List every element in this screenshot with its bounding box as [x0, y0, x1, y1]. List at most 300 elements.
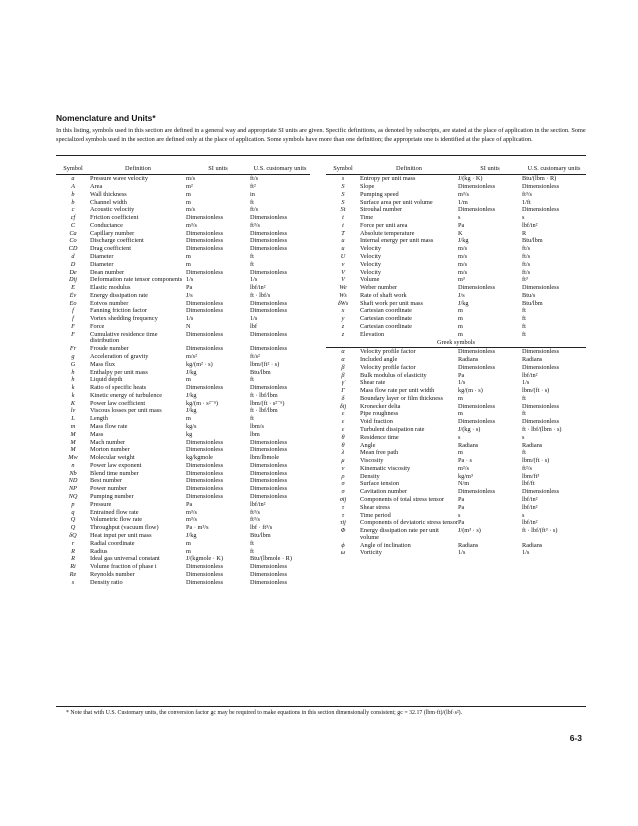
symbol-cell: n [71, 461, 75, 469]
definition-cell: Enthalpy per unit mass [90, 368, 148, 376]
definition-cell: Vorticity [360, 549, 382, 557]
definition-cell: Acceleration of gravity [90, 352, 149, 360]
si-units-cell: J/(kgmole · K) [186, 555, 224, 563]
definition-cell: Cartesian coordinate [360, 307, 412, 315]
symbol-cell: f [72, 307, 74, 315]
si-units-cell: 1/s [186, 276, 194, 284]
table-row [326, 395, 586, 403]
col-header-us-units: U.S. customary units [522, 158, 586, 175]
us-units-cell: Btu/lbm [522, 237, 543, 245]
table-row [56, 300, 310, 308]
definition-cell: Mass [90, 430, 104, 438]
symbol-cell: τ [341, 503, 345, 511]
definition-cell: Channel width [90, 198, 127, 206]
table-body-right [326, 175, 586, 557]
table-row [56, 292, 310, 300]
symbol-cell: F [71, 330, 75, 338]
symbol-cell: E [71, 284, 75, 292]
definition-cell: Bulk modulus of elasticity [360, 371, 427, 379]
si-units-cell: s [458, 511, 461, 519]
intro-paragraph: In this listing, symbols used in this section are defined in a general way and appropriate SI units are given. Specific definitions, as denoted by subscripts, are stated at the place of application in the section. Some specialized symbols used in the section are defined only at the place of application. Some symbols have more than one definition; the appropriate one is identified at the place of application. [56, 127, 586, 143]
table-row [56, 222, 310, 230]
us-units-cell: ft/s [250, 175, 259, 183]
us-units-cell: Btu/(lbm · R) [522, 175, 557, 183]
si-units-cell: s [458, 214, 461, 222]
table-row [56, 276, 310, 284]
symbol-cell: s [341, 175, 345, 183]
us-units-cell: lbf/in² [250, 500, 266, 508]
si-units-cell: m [186, 190, 191, 198]
symbol-cell: Mw [68, 454, 78, 462]
us-units-cell: s [522, 511, 525, 519]
definition-cell: Mean free path [360, 449, 399, 457]
table-row [56, 485, 310, 493]
symbol-cell: ε [341, 410, 345, 418]
definition-cell: Molecular weight [90, 454, 135, 462]
table-row [56, 183, 310, 191]
definition-cell: Pipe roughness [360, 410, 399, 418]
table-row [56, 540, 310, 548]
us-units-cell: Dimensionless [250, 563, 288, 571]
symbol-cell: K [70, 399, 76, 407]
top-rule [56, 155, 586, 156]
symbol-cell: a [71, 175, 75, 183]
us-units-cell: Dimensionless [250, 493, 288, 501]
symbol-cell: h [71, 376, 75, 384]
table-row [56, 214, 310, 222]
nomenclature-tables [56, 158, 586, 706]
table-row [326, 371, 586, 379]
table-row [56, 307, 310, 315]
symbol-cell: z [341, 330, 345, 338]
us-units-cell: Btu/lbm [250, 368, 271, 376]
table-row [56, 508, 310, 516]
si-units-cell: J/kg [186, 368, 197, 376]
table-row [326, 364, 586, 372]
definition-cell: Shear rate [360, 379, 386, 387]
symbol-cell: τij [340, 519, 346, 527]
table-row [56, 578, 310, 586]
us-units-cell: lbm/(ft² · s) [250, 360, 280, 368]
us-units-cell: Dimensionless [250, 307, 288, 315]
table-row [326, 418, 586, 426]
table-row [326, 222, 586, 230]
table-row [56, 361, 310, 369]
us-units-cell: Dimensionless [522, 418, 560, 426]
us-units-cell: Radians [522, 441, 543, 449]
table-row [56, 206, 310, 214]
si-units-cell: kg/(m² · s) [186, 360, 213, 368]
us-units-cell: Dimensionless [250, 345, 288, 353]
symbol-cell: ν [341, 464, 345, 472]
table-row [56, 245, 310, 253]
definition-cell: Volume [360, 276, 380, 284]
table-row [326, 191, 586, 199]
symbol-cell: δWs [337, 299, 349, 307]
si-units-cell: kg/s [186, 423, 197, 430]
symbol-cell: Re [69, 570, 77, 578]
us-units-cell: lbm/ft³ [522, 472, 540, 480]
table-row [326, 331, 586, 339]
us-units-cell: Dimensionless [250, 245, 288, 253]
si-units-cell: m/s [458, 268, 468, 276]
symbol-cell: α [341, 348, 345, 356]
table-row [56, 191, 310, 199]
table-row [326, 307, 586, 315]
si-units-cell: Dimensionless [458, 206, 496, 214]
us-units-cell: 1/ft [522, 198, 531, 206]
table-row [56, 175, 310, 183]
symbol-cell: S [341, 182, 345, 190]
definition-cell: Kinetic energy of turbulence [90, 391, 163, 399]
us-units-cell: Radians [522, 355, 543, 363]
definition-cell: Viscous losses per unit mass [90, 407, 162, 415]
symbol-cell: b [71, 198, 75, 206]
table-row [326, 541, 586, 549]
definition-cell: Capillary number [90, 229, 135, 237]
symbol-cell: Φ [340, 527, 346, 535]
table-row [326, 511, 586, 519]
si-units-cell: m²/s [458, 464, 469, 472]
si-units-cell: 1/s [458, 379, 466, 387]
table-row [56, 524, 310, 532]
definition-cell: Cartesian coordinate [360, 323, 412, 331]
definition-cell: Volume fraction of phase i [90, 563, 157, 571]
si-units-cell: m [186, 260, 191, 268]
si-units-cell: Dimensionless [186, 307, 224, 315]
si-units-cell: m/s [458, 253, 468, 260]
symbol-cell: V [341, 276, 345, 284]
us-units-cell: lbm/(ft · s) [522, 457, 550, 465]
definition-cell: Morton number [90, 446, 130, 454]
si-units-cell: m [186, 415, 191, 423]
si-units-cell: J/kg [186, 531, 197, 539]
si-units-cell: Dimensionless [186, 330, 224, 338]
si-units-cell: Dimensionless [186, 446, 224, 454]
table-row [326, 488, 586, 496]
us-units-cell: ft [250, 198, 254, 206]
symbol-cell: Nb [69, 469, 77, 477]
definition-cell: Power law coefficient [90, 399, 146, 407]
us-units-cell: ft · lbf/(ft³ · s) [522, 527, 558, 535]
definition-cell: Dean number [90, 268, 125, 276]
definition-cell: Blend time number [90, 469, 139, 477]
us-units-cell: Dimensionless [250, 330, 288, 338]
table-row [326, 449, 586, 457]
definition-cell: Weber number [360, 284, 398, 292]
si-units-cell: Dimensionless [186, 485, 224, 493]
symbol-cell: q [71, 508, 75, 516]
si-units-cell: Dimensionless [186, 237, 224, 245]
table-header-row [56, 158, 310, 175]
us-units-cell: lbf [250, 323, 257, 331]
si-units-cell: m [458, 394, 463, 402]
symbol-cell: A [71, 182, 75, 190]
us-units-cell: Dimensionless [250, 268, 288, 276]
si-units-cell: 1/s [186, 315, 194, 323]
si-units-cell: Radians [458, 541, 479, 549]
si-units-cell: Dimensionless [186, 493, 224, 501]
table-row [326, 268, 586, 276]
us-units-cell: 1/s [250, 315, 258, 323]
us-units-cell: Btu/s [522, 291, 536, 299]
us-units-cell: ft/s [250, 206, 259, 214]
symbol-cell: Ri [70, 563, 76, 571]
table-body-left [56, 175, 310, 587]
us-units-cell: ft [250, 415, 254, 423]
si-units-cell: Pa [458, 519, 465, 527]
table-row [326, 292, 586, 300]
us-units-cell: lbf/in² [522, 371, 538, 379]
col-header-symbol: Symbol [56, 158, 90, 175]
si-units-cell: K [458, 229, 463, 237]
table-row [326, 480, 586, 488]
si-units-cell: m/s² [186, 352, 197, 360]
si-units-cell: kg/m³ [458, 472, 473, 480]
definition-cell: Surface tension [360, 480, 399, 488]
table-row [326, 356, 586, 364]
definition-cell: Slope [360, 182, 375, 190]
definition-cell: Elastic modulus [90, 284, 131, 292]
table-row [56, 268, 310, 276]
table-row [326, 237, 586, 245]
table-row [326, 206, 586, 214]
symbol-cell: σij [339, 496, 347, 504]
table-row [56, 376, 310, 384]
us-units-cell: Dimensionless [250, 237, 288, 245]
si-units-cell: Dimensionless [186, 578, 224, 586]
table-row [56, 253, 310, 261]
table-row [56, 315, 310, 323]
us-units-cell: ft [522, 410, 526, 418]
definition-cell: Eotvos number [90, 299, 129, 307]
symbol-cell: cf [70, 214, 76, 222]
definition-cell: Components of deviatoric stress tensor [360, 519, 458, 527]
symbol-cell: Ca [69, 229, 77, 237]
us-units-cell: R [522, 229, 527, 237]
definition-cell: Throughput (vacuum flow) [90, 524, 159, 532]
table-row [56, 555, 310, 563]
definition-cell: Kinematic viscosity [360, 464, 411, 472]
definition-cell: Discharge coefficient [90, 237, 144, 245]
symbol-cell: α [341, 355, 345, 363]
definition-cell: Void fraction [360, 418, 393, 426]
us-units-cell: lbf/ft [522, 480, 535, 488]
definition-cell: Fanning friction factor [90, 307, 148, 315]
symbol-cell: δQ [69, 531, 77, 539]
table-row [326, 253, 586, 261]
definition-cell: Pressure wave velocity [90, 175, 149, 183]
definition-cell: Absolute temperature [360, 229, 415, 237]
symbol-cell: γ̇ [341, 379, 345, 387]
definition-cell: Velocity [360, 253, 381, 260]
us-units-cell: 1/s [522, 549, 530, 557]
si-units-cell: Dimensionless [186, 570, 224, 578]
symbol-cell: δij [339, 402, 347, 410]
si-units-cell: Dimensionless [186, 477, 224, 485]
us-units-cell: ft² [250, 182, 256, 190]
us-units-cell: lbm/s [250, 423, 264, 430]
si-units-cell: m³/s [186, 508, 197, 516]
table-row [56, 323, 310, 331]
definition-cell: Turbulent dissipation rate [360, 426, 425, 433]
symbol-cell: ε [341, 426, 345, 433]
si-units-cell: m [458, 323, 463, 331]
si-units-cell: Pa [186, 500, 193, 508]
symbol-cell: S [341, 190, 345, 198]
symbol-cell: M [70, 430, 76, 438]
symbol-cell: σ [341, 480, 345, 488]
us-units-cell: s [522, 214, 525, 222]
symbol-cell: θ [341, 433, 345, 441]
definition-cell: Pumping number [90, 493, 134, 501]
definition-cell: Cavitation number [360, 488, 408, 496]
si-units-cell: Pa [458, 221, 465, 229]
table-row [56, 261, 310, 269]
us-units-cell: ft · lbf/s [250, 291, 271, 299]
definition-cell: Entropy per unit mass [360, 175, 416, 183]
us-units-cell: ft [522, 315, 526, 323]
symbol-cell: Γ [341, 387, 345, 395]
si-units-cell: m [186, 253, 191, 260]
us-units-cell: Dimensionless [250, 461, 288, 469]
symbol-cell: ε [341, 418, 345, 426]
definition-cell: Wall thickness [90, 190, 127, 198]
definition-cell: Velocity [360, 245, 381, 253]
table-row [326, 410, 586, 418]
si-units-cell: m [186, 376, 191, 384]
si-units-cell: kg/(m · s) [458, 387, 483, 395]
us-units-cell: ft [522, 323, 526, 331]
definition-cell: Radius [90, 547, 108, 555]
si-units-cell: J/kg [458, 299, 469, 307]
table-row [56, 229, 310, 237]
table-row [326, 465, 586, 473]
si-units-cell: Dimensionless [186, 345, 224, 353]
symbol-cell: Ws [339, 291, 347, 299]
si-units-cell: m [186, 198, 191, 206]
us-units-cell: Dimensionless [250, 570, 288, 578]
definition-cell: Diameter [90, 253, 114, 260]
definition-cell: Vortex shedding frequency [90, 315, 158, 323]
table-header-row [326, 158, 586, 175]
table-row [326, 426, 586, 434]
definition-cell: Boundary layer or film thickness [360, 394, 443, 402]
si-units-cell: J/(m³ · s) [458, 527, 481, 535]
symbol-cell: CD [68, 245, 78, 253]
us-units-cell: ft · lbf/(lbm · s) [522, 426, 562, 433]
symbol-cell: y [341, 315, 345, 323]
table-row [56, 470, 310, 478]
si-units-cell: m³/s [186, 516, 197, 524]
si-units-cell: m [458, 315, 463, 323]
us-units-cell: lbf/in² [522, 221, 538, 229]
symbol-cell: β [341, 363, 345, 371]
si-units-cell: kg/(m · s²⁻ⁿ) [186, 399, 219, 407]
table-row [326, 284, 586, 292]
symbol-cell: V [341, 268, 345, 276]
si-units-cell: m/s [458, 260, 468, 268]
definition-cell: Velocity [360, 260, 381, 268]
definition-cell: Surface area per unit volume [360, 198, 433, 206]
table-row [56, 454, 310, 462]
us-units-cell: ft [250, 376, 254, 384]
definition-cell: Mass flux [90, 360, 116, 368]
table-row [56, 431, 310, 439]
si-units-cell: kg [186, 430, 193, 438]
table-row [326, 348, 586, 356]
definition-cell: Froude number [90, 345, 129, 353]
table-row [326, 496, 586, 504]
definition-cell: Mass flow rate per unit width [360, 387, 435, 395]
us-units-cell: ft/s² [250, 352, 260, 360]
table-row [56, 392, 310, 400]
table-row [56, 284, 310, 292]
si-units-cell: Dimensionless [186, 461, 224, 469]
symbol-cell: u [341, 245, 345, 253]
us-units-cell: in [250, 190, 255, 198]
us-units-cell: ft³/s [250, 516, 260, 524]
symbol-cell: k [71, 391, 75, 399]
si-units-cell: m/s [458, 245, 468, 253]
symbol-cell: k [71, 384, 75, 392]
us-units-cell: Dimensionless [250, 446, 288, 454]
si-units-cell: Radians [458, 355, 479, 363]
si-units-cell: m² [186, 182, 193, 190]
definition-cell: Kronecker delta [360, 402, 401, 410]
si-units-cell: Dimensionless [458, 418, 496, 426]
si-units-cell: Dimensionless [458, 363, 496, 371]
us-units-cell: lbm/(ft · s²⁻ⁿ) [250, 399, 285, 407]
us-units-cell: Dimensionless [250, 477, 288, 485]
us-units-cell: s [522, 433, 525, 441]
symbol-cell: De [69, 268, 77, 276]
si-units-cell: Dimensionless [186, 214, 224, 222]
symbol-cell: r [71, 539, 75, 547]
symbol-cell: Dij [68, 276, 78, 284]
us-units-cell: ft²/s [522, 464, 532, 472]
definition-cell: Residence time [360, 433, 399, 441]
us-units-cell: Dimensionless [522, 363, 560, 371]
table-row [56, 423, 310, 431]
table-row [326, 434, 586, 442]
symbol-cell: f [72, 315, 74, 323]
si-units-cell: Dimensionless [186, 384, 224, 392]
symbol-cell: D [70, 260, 76, 268]
definition-cell: Best number [90, 477, 123, 485]
definition-cell: Ideal gas universal constant [90, 555, 160, 563]
us-units-cell: ft [250, 539, 254, 547]
col-header-si-units: SI units [186, 158, 250, 175]
us-units-cell: lbm/lbmole [250, 454, 280, 462]
symbol-cell: t [342, 221, 344, 229]
symbol-cell: We [339, 284, 347, 292]
table-row [56, 516, 310, 524]
definition-cell: Power number [90, 485, 127, 493]
us-units-cell: Dimensionless [522, 182, 560, 190]
us-units-cell: Dimensionless [250, 438, 288, 446]
us-units-cell: Btu/(lbmole · R) [250, 555, 292, 563]
symbol-cell: R [71, 555, 75, 563]
si-units-cell: J/s [458, 291, 465, 299]
symbol-cell: T [341, 229, 345, 237]
us-units-cell: ft/s [522, 245, 531, 253]
si-units-cell: m [186, 539, 191, 547]
us-units-cell: ft [250, 253, 254, 260]
table-row [326, 441, 586, 449]
table-row [56, 415, 310, 423]
table-row [326, 504, 586, 512]
